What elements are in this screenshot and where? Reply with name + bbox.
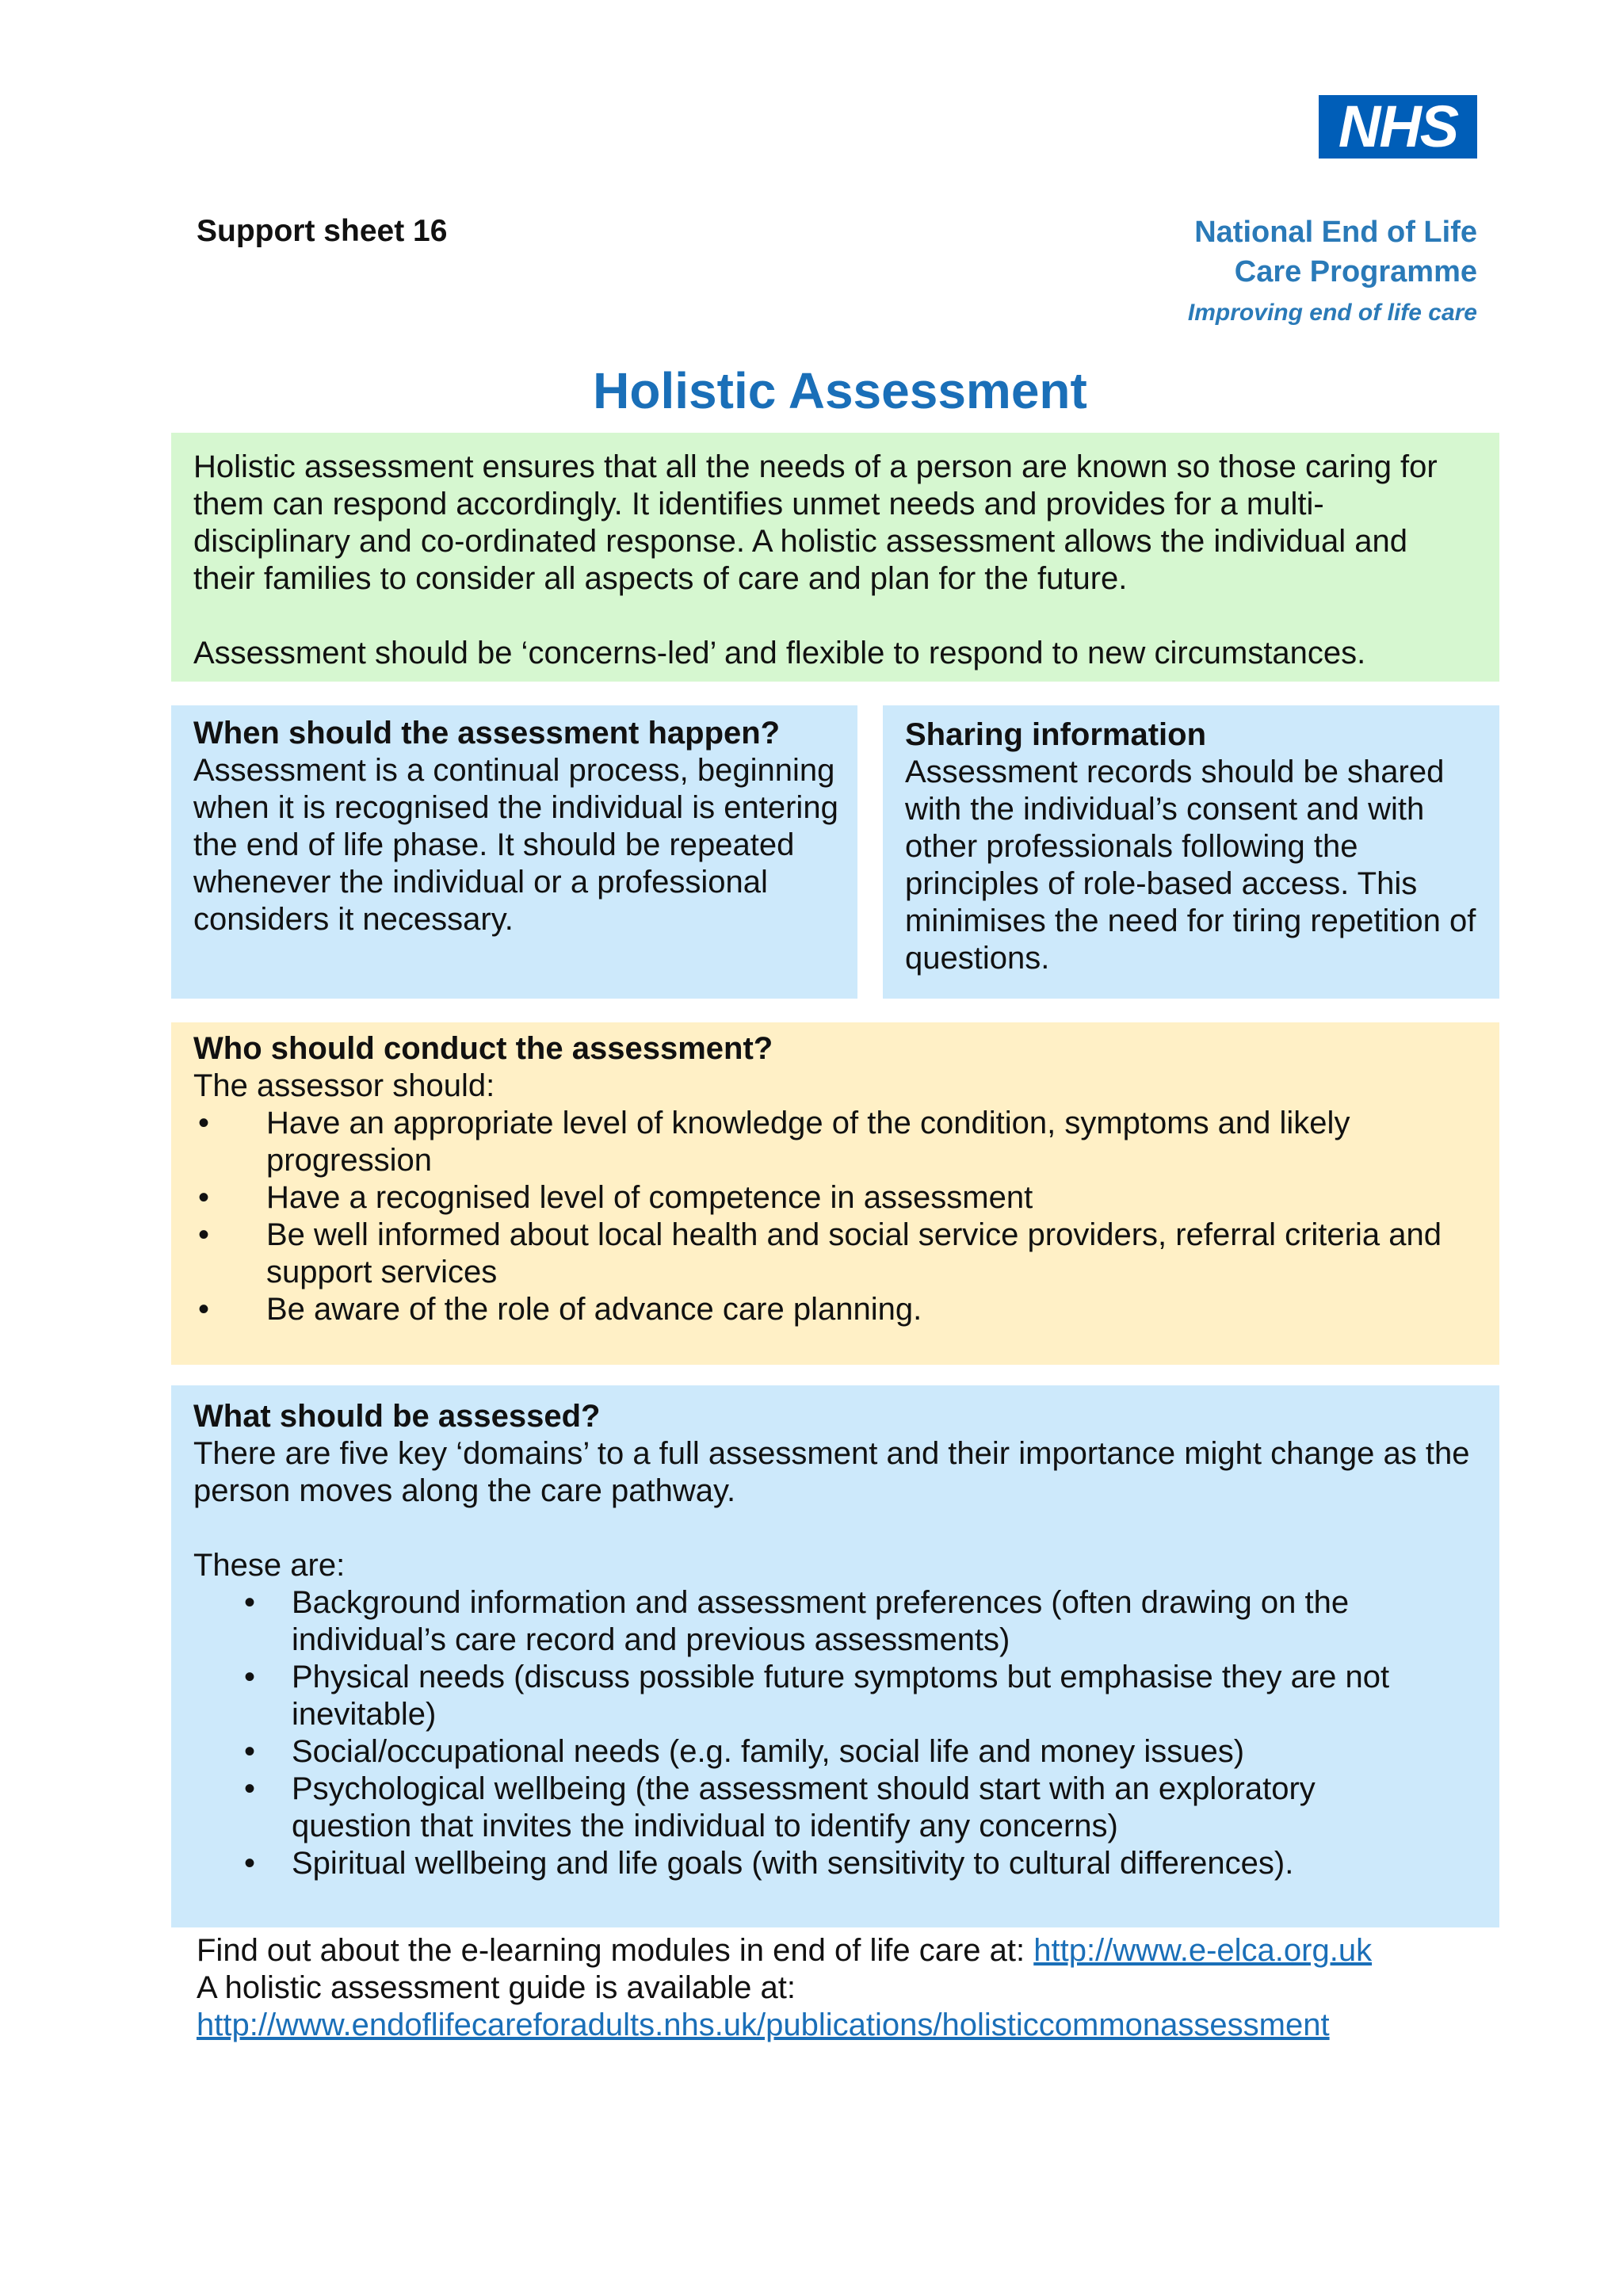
bullet-icon: • (198, 1292, 210, 1327)
bullet-icon: • (244, 1585, 256, 1620)
footer (197, 1932, 1372, 2044)
intro-paragraph: Holistic assessment ensures that all the needs of a person are known so those caring for them can respond accordingly. It identifies unmet needs and provides for a multi-disciplinary and co-ordinated response. A holistic assessment allows the individual and their families to consider all aspects of care and plan for the future. (193, 449, 1438, 596)
list-item: • Psychological wellbeing (the assessment should start with an exploratory question that invites the individual to identify any concerns) (244, 1771, 1316, 1843)
footer-line1: Find out about the e-learning modules in end of life care at: http://www.e-elca.org.uk (197, 1933, 1373, 1968)
what-list (193, 1584, 1477, 1882)
what-these-are: These are: (193, 1548, 346, 1583)
footer-line2: A holistic assessment guide is available at: (197, 1970, 796, 2005)
list-item: • Background information and assessment preferences (often drawing on the individual’s care record and previous assessments) (244, 1585, 1350, 1657)
sharing-box (883, 705, 1499, 999)
when-box (171, 705, 857, 999)
nhs-logo: NHS (1319, 95, 1477, 159)
who-list (193, 1105, 1477, 1328)
programme-logo (1188, 212, 1477, 331)
bullet-icon: • (244, 1734, 256, 1769)
org-name-line2: Care Programme (1234, 255, 1477, 288)
when-body: Assessment is a continual process, beginning when it is recognised the individual is entering the end of life phase. It should be repeated whenever the individual or a professional considers it necessary. (193, 753, 838, 937)
bullet-icon: • (244, 1771, 256, 1806)
what-box (171, 1385, 1499, 1927)
what-heading: What should be assessed? (193, 1399, 601, 1434)
list-item: • Have a recognised level of competence in assessment (198, 1180, 1033, 1215)
what-intro: There are five key ‘domains’ to a full assessment and their importance might change as the person moves along the care pathway. (193, 1436, 1470, 1508)
who-heading: Who should conduct the assessment? (193, 1031, 773, 1066)
bullet-icon: • (244, 1846, 256, 1881)
when-heading: When should the assessment happen? (193, 716, 781, 751)
holistic-guide-link[interactable]: http://www.endoflifecareforadults.nhs.uk/publications/holisticcommonassessment (197, 2008, 1330, 2042)
org-tagline: Improving end of life care (1187, 300, 1477, 326)
bullet-icon: • (198, 1180, 210, 1215)
sheet-label: Support sheet 16 (197, 214, 448, 248)
elca-link[interactable]: http://www.e-elca.org.uk (1033, 1933, 1373, 1968)
intro-note: Assessment should be ‘concerns-led’ and flexible to respond to new circumstances. (193, 636, 1366, 670)
bullet-icon: • (244, 1660, 256, 1694)
list-item: • Physical needs (discuss possible future symptoms but emphasise they are not inevitable) (244, 1660, 1390, 1732)
org-name-line1: National End of Life (1194, 216, 1477, 249)
bullet-icon: • (198, 1217, 210, 1252)
list-item: • Social/occupational needs (e.g. family, social life and money issues) (244, 1734, 1245, 1769)
bullet-icon: • (198, 1106, 210, 1140)
who-box (171, 1022, 1499, 1365)
page-title: Holistic Assessment (593, 362, 1087, 419)
intro-box (171, 433, 1499, 682)
list-item: • Be aware of the role of advance care planning. (198, 1292, 922, 1327)
list-item: • Have an appropriate level of knowledge of the condition, symptoms and likely progression (198, 1106, 1350, 1178)
footer-line3 (197, 2007, 1372, 2044)
list-item: • Be well informed about local health and social service providers, referral criteria and support services (198, 1217, 1442, 1289)
sharing-body: Assessment records should be shared with the individual’s consent and with other professionals following the principles of role-based access. This minimises the need for tiring repetition of questions. (905, 755, 1476, 976)
sharing-heading: Sharing information (905, 717, 1206, 752)
who-intro: The assessor should: (193, 1068, 495, 1103)
list-item: • Spiritual wellbeing and life goals (with sensitivity to cultural differences). (244, 1846, 1294, 1881)
